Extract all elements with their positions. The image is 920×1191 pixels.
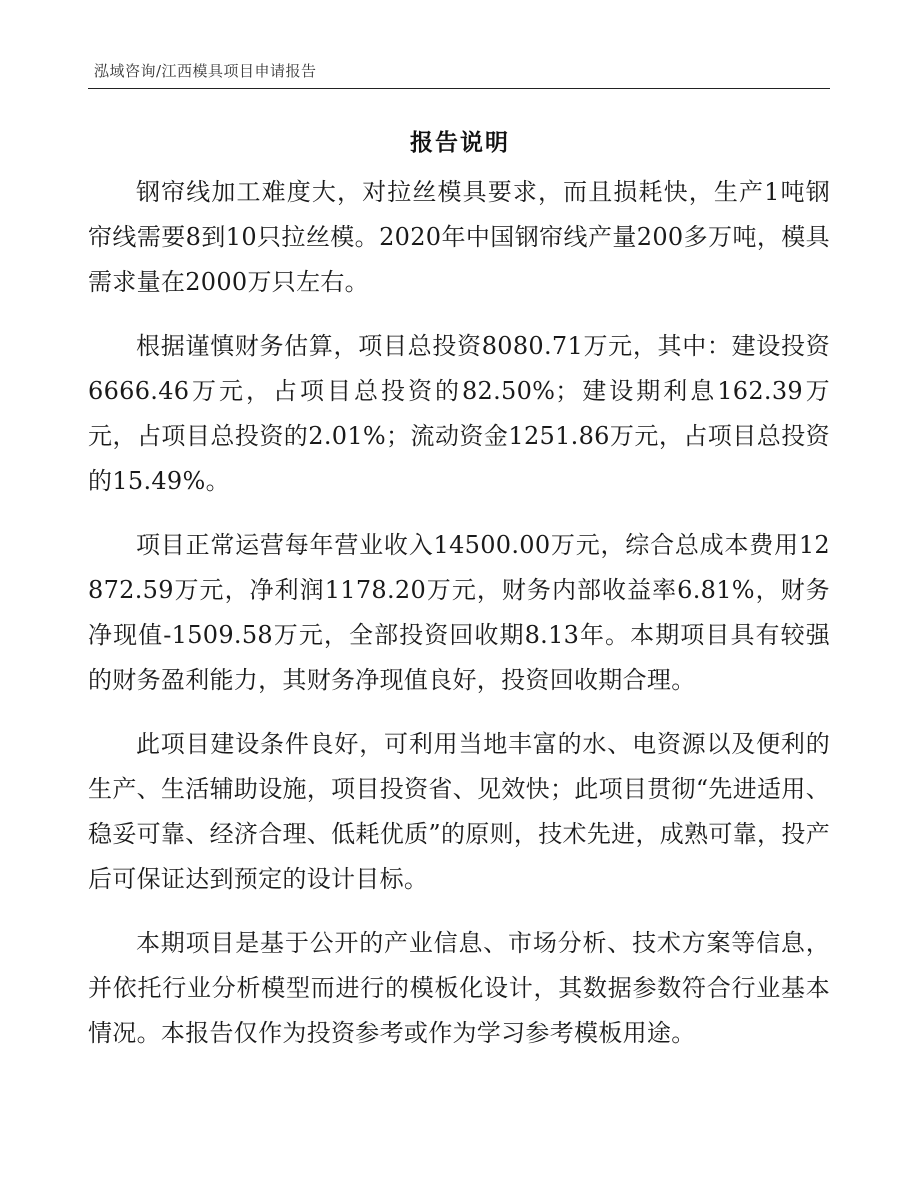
document-body xyxy=(88,170,830,1075)
page-header: 泓域咨询/江西模具项目申请报告 xyxy=(94,62,317,80)
paragraph-revenue: 项目正常运营每年营业收入14500.00万元，综合总成本费用12872.59万元，净利润1178.20万元，财务内部收益率6.81%，财务净现值-1509.58万元，全部投资回收期8.13年。本期项目具有较强的财务盈利能力，其财务净现值良好，投资回收期合理。 xyxy=(88,531,830,694)
paragraph-intro: 钢帘线加工难度大，对拉丝模具要求，而且损耗快，生产1吨钢帘线需要8到10只拉丝模。2020年中国钢帘线产量200多万吨，模具需求量在2000万只左右。 xyxy=(88,178,830,296)
header-divider xyxy=(88,88,830,89)
paragraph-disclaimer: 本期项目是基于公开的产业信息、市场分析、技术方案等信息，并依托行业分析模型而进行的模板化设计，其数据参数符合行业基本情况。本报告仅作为投资参考或作为学习参考模板用途。 xyxy=(88,929,830,1047)
paragraph-conditions: 此项目建设条件良好，可利用当地丰富的水、电资源以及便利的生产、生活辅助设施，项目投资省、见效快；此项目贯彻“先进适用、稳妥可靠、经济合理、低耗优质”的原则，技术先进，成熟可靠，投产后可保证达到预定的设计目标。 xyxy=(88,730,830,893)
paragraph-investment: 根据谨慎财务估算，项目总投资8080.71万元，其中：建设投资6666.46万元，占项目总投资的82.50%；建设期利息162.39万元，占项目总投资的2.01%；流动资金1251.86万元，占项目总投资的15.49%。 xyxy=(88,332,830,495)
document-title: 报告说明 xyxy=(410,129,510,156)
